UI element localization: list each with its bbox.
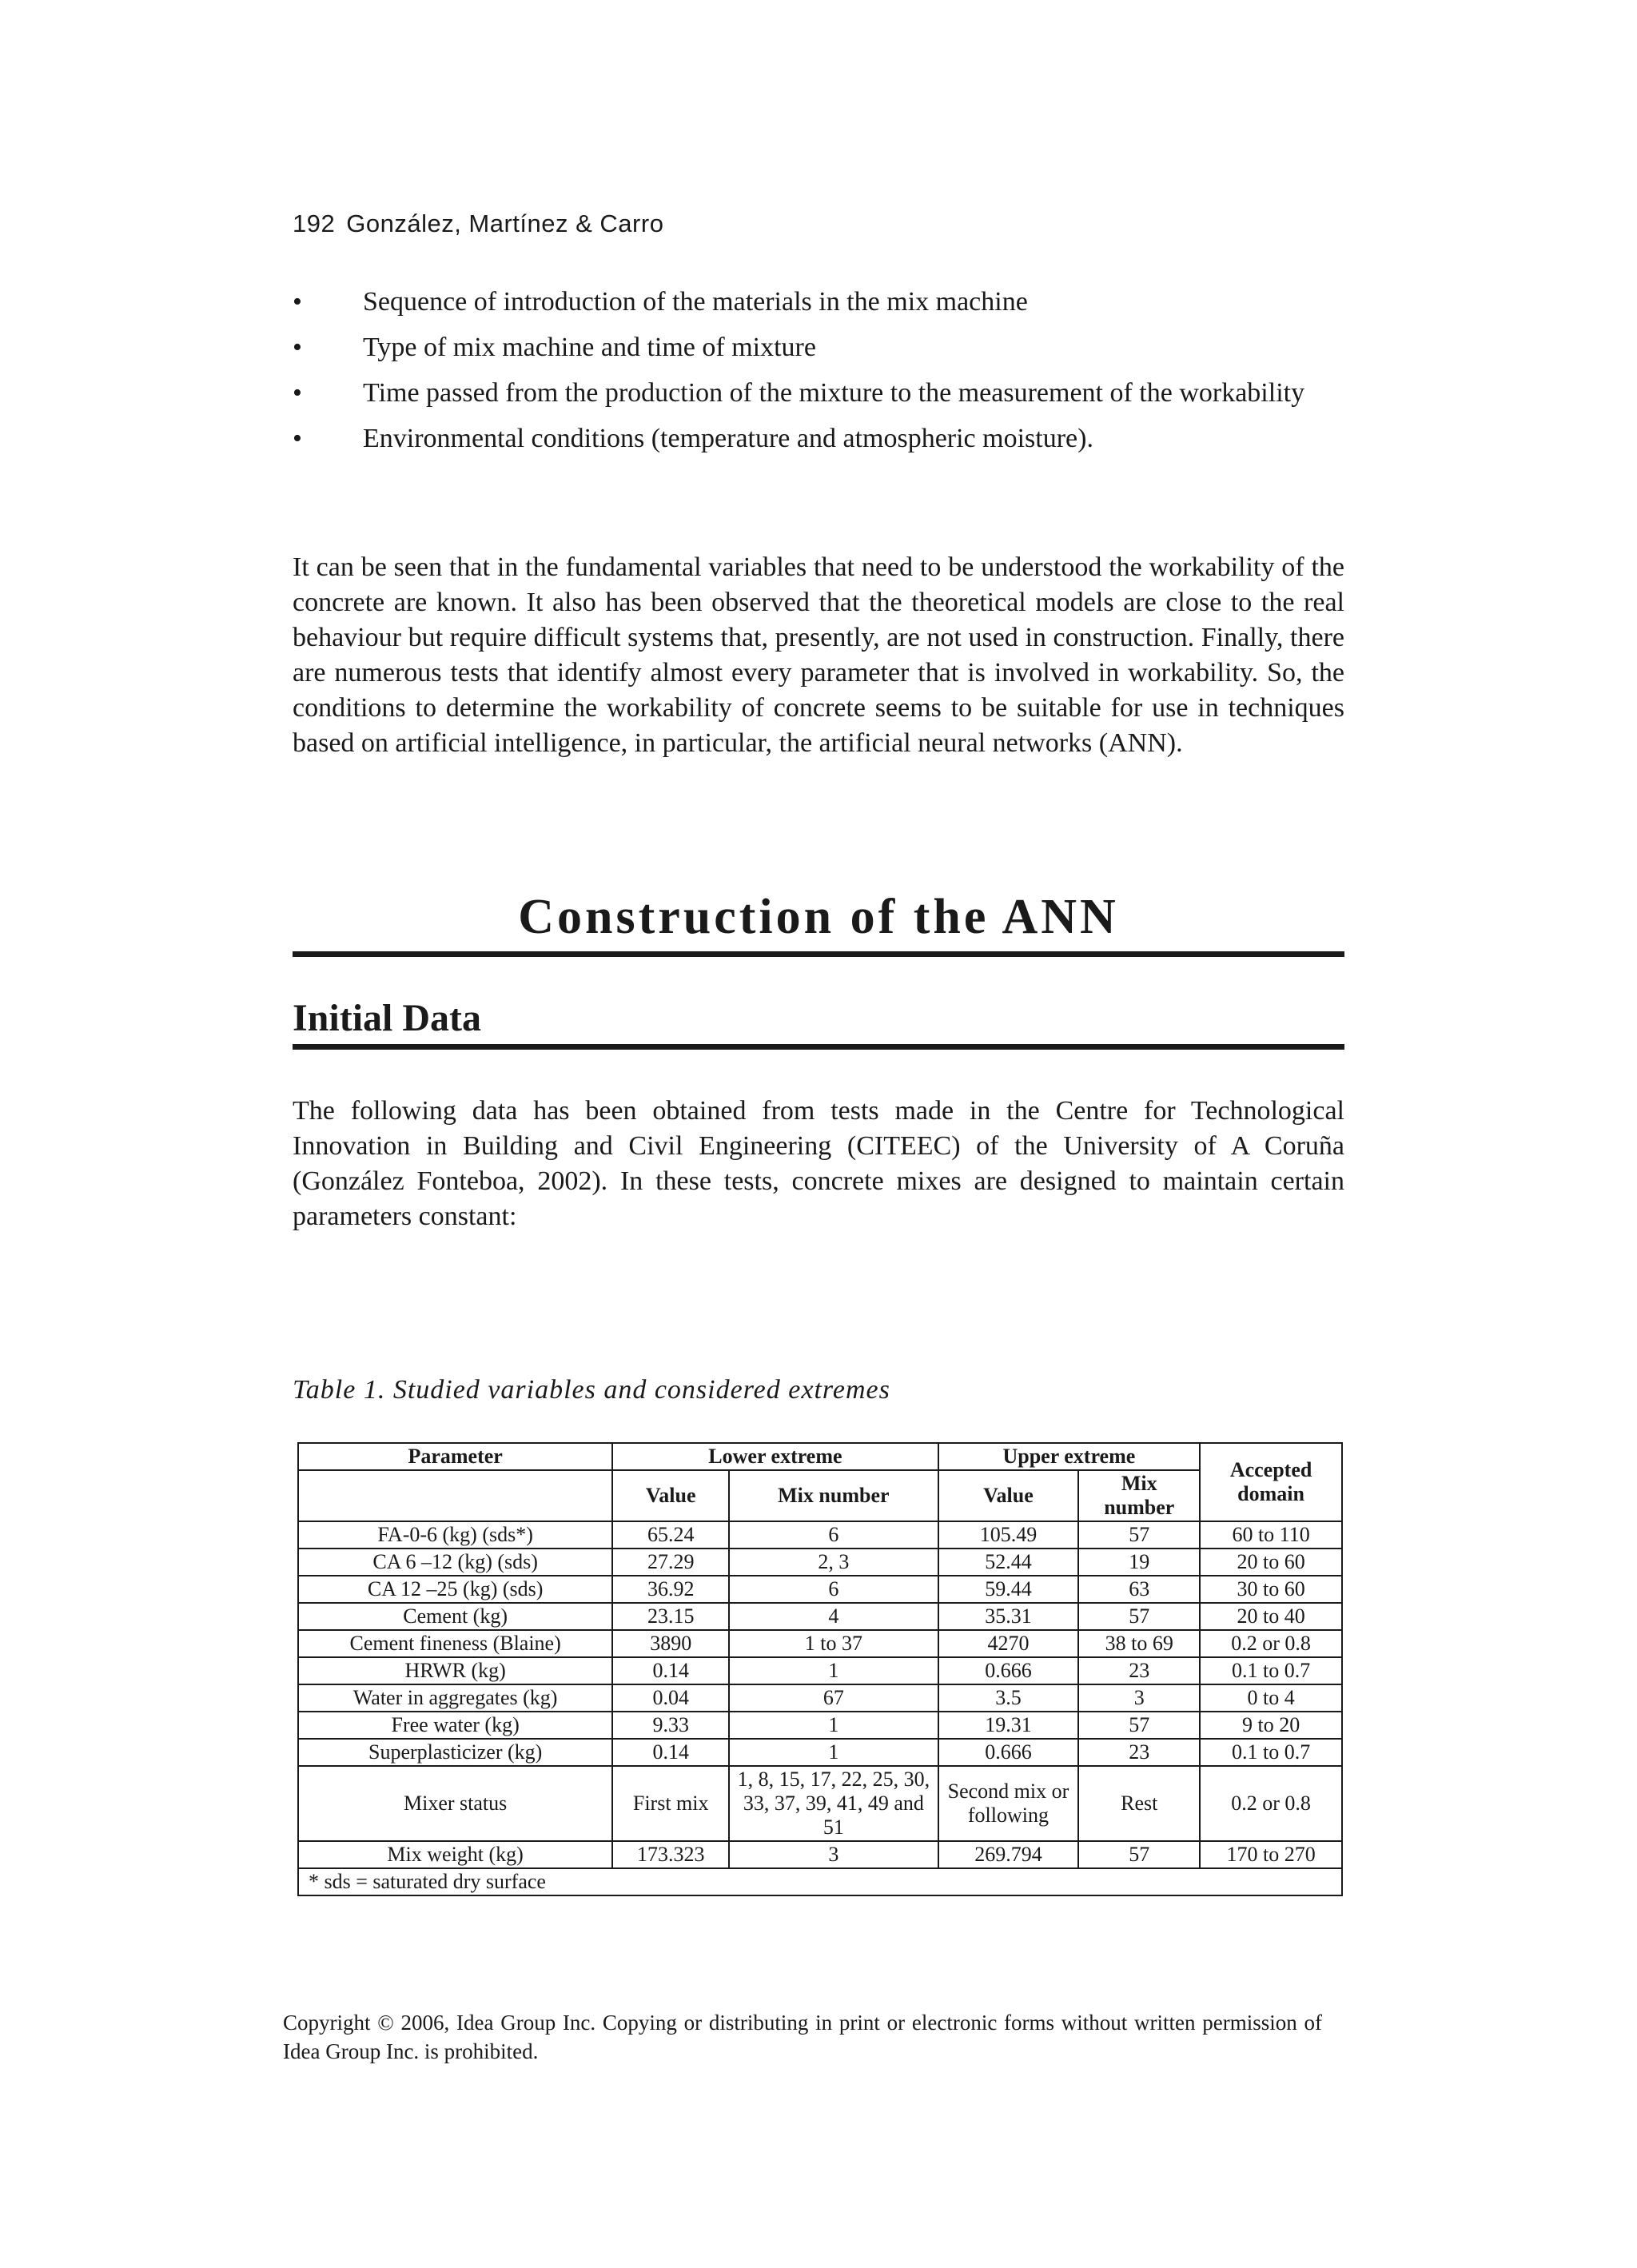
page-number: 192 — [293, 209, 336, 237]
header-upper-value: Value — [938, 1470, 1079, 1521]
table-row: Mix weight (kg) 173.323 3 269.794 57 170 to 270 — [298, 1841, 1342, 1868]
copyright-footer: Copyright © 2006, Idea Group Inc. Copying or distributing in print or electronic forms without written permission of Idea Group Inc. is prohibited. — [283, 2011, 1322, 2063]
table-row: Cement (kg) 23.15 4 35.31 57 20 to 40 — [298, 1603, 1342, 1630]
table-row: FA-0-6 (kg) (sds*) 65.24 6 105.49 57 60 to 110 — [298, 1521, 1342, 1549]
bullet-list — [293, 285, 1344, 467]
table-row: Water in aggregates (kg) 0.04 67 3.5 3 0 to 4 — [298, 1684, 1342, 1712]
table-caption: Table 1. Studied variables and considered extremes — [293, 1375, 890, 1405]
table-row: CA 12 –25 (kg) (sds) 36.92 6 59.44 63 30 to 60 — [298, 1576, 1342, 1603]
bullet-marker: • — [293, 378, 302, 408]
chapter-title: Construction of the ANN — [518, 890, 1119, 944]
bullet-marker: • — [293, 287, 302, 317]
running-header — [293, 209, 663, 238]
table-row: Superplasticizer (kg) 0.14 1 0.666 23 0.1 to 0.7 — [298, 1739, 1342, 1766]
table-row: CA 6 –12 (kg) (sds) 27.29 2, 3 52.44 19 20 to 60 — [298, 1549, 1342, 1576]
header-parameter: Parameter — [298, 1443, 612, 1470]
header-lower-extreme: Lower extreme — [612, 1443, 938, 1470]
header-empty — [298, 1470, 612, 1521]
table-row: Cement fineness (Blaine) 3890 1 to 37 4270 38 to 69 0.2 or 0.8 — [298, 1630, 1342, 1657]
bullet-item: • Sequence of introduction of the materials in the mix machine — [293, 285, 1344, 320]
body-paragraph-1: It can be seen that in the fundamental variables that need to be understood the workability of the concrete are known. It also has been observed that the theoretical models are close to the real behaviour but require difficult systems that, presently, are not used in construction. Finally, there are numerous tests that identify almost every parameter that is involved in workability. So, the conditions to determine the workability of concrete seems to be suitable for use in techniques based on artificial intelligence, in particular, the artificial neural networks (ANN). — [293, 552, 1344, 758]
bullet-item: • Environmental conditions (temperature and atmospheric moisture). — [293, 421, 1344, 456]
table-row: HRWR (kg) 0.14 1 0.666 23 0.1 to 0.7 — [298, 1657, 1342, 1684]
header-upper-mix-number: Mix number — [1078, 1470, 1200, 1521]
section-title-rule — [293, 1044, 1344, 1050]
running-header-authors: González, Martínez & Carro — [346, 209, 664, 237]
table-row: Free water (kg) 9.33 1 19.31 57 9 to 20 — [298, 1712, 1342, 1739]
bullet-marker: • — [293, 424, 302, 453]
bullet-item: • Type of mix machine and time of mixture — [293, 330, 1344, 365]
bullet-marker: • — [293, 333, 302, 362]
section-title: Initial Data — [293, 997, 482, 1039]
table-row: Mixer status First mix 1, 8, 15, 17, 22, 25, 30, 33, 37, 39, 41, 49 and 51 Second mix or following Rest 0.2 or 0.8 — [298, 1766, 1342, 1841]
chapter-title-rule — [293, 951, 1344, 957]
header-accepted-domain: Accepted domain — [1200, 1443, 1342, 1521]
header-lower-mix-number: Mix number — [729, 1470, 938, 1521]
table-footnote: * sds = saturated dry surface — [298, 1868, 1342, 1895]
body-paragraph-2: The following data has been obtained from tests made in the Centre for Technological Innovation in Building and Civil Engineering (CITEEC) of the University of A Coruña (González Fonteboa, 2002). In these tests, concrete mixes are designed to maintain certain parameters constant: — [293, 1096, 1344, 1231]
header-upper-extreme: Upper extreme — [938, 1443, 1201, 1470]
variables-table — [297, 1442, 1343, 1896]
table-footnote-row — [298, 1868, 1342, 1895]
header-lower-value: Value — [612, 1470, 729, 1521]
bullet-item: • Time passed from the production of the mixture to the measurement of the workability — [293, 376, 1344, 411]
